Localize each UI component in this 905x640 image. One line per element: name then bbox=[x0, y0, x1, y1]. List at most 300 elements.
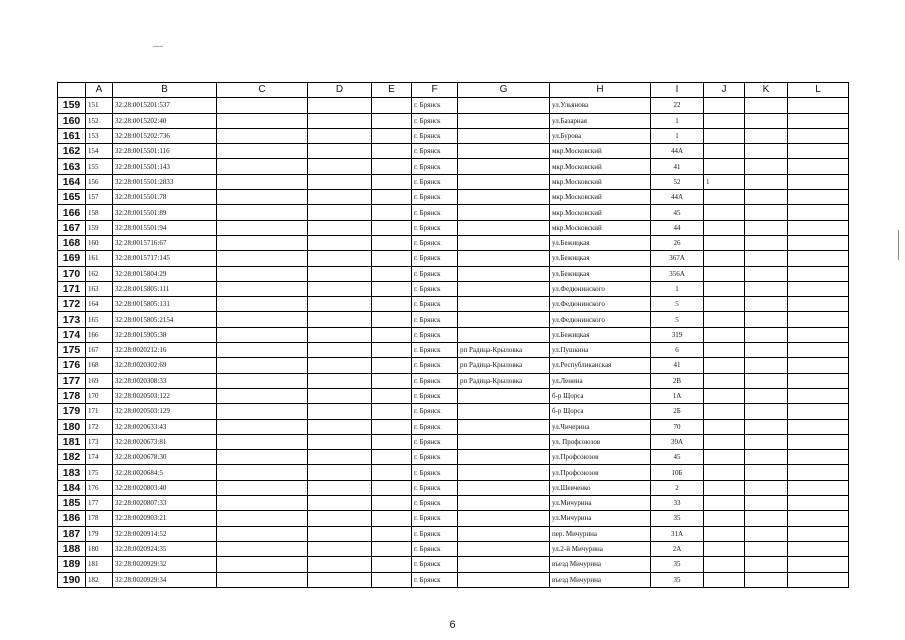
cell-settlement bbox=[458, 465, 550, 480]
cell-city: г. Брянск bbox=[412, 373, 458, 388]
cell-j bbox=[704, 450, 745, 465]
table-row bbox=[58, 297, 849, 312]
cell-j bbox=[704, 419, 745, 434]
cell-k bbox=[745, 235, 788, 250]
cell-street: мкр.Московский bbox=[550, 159, 651, 174]
cell-d bbox=[308, 327, 372, 342]
cell-d bbox=[308, 511, 372, 526]
table-row bbox=[58, 373, 849, 388]
table-row bbox=[58, 557, 849, 572]
cell-j bbox=[704, 128, 745, 143]
cell-city: г. Брянск bbox=[412, 465, 458, 480]
cell-cadastral-number: 32:28:0015805:111 bbox=[113, 281, 217, 296]
cell-house: 2В bbox=[651, 373, 704, 388]
cell-c bbox=[217, 572, 308, 587]
table-row bbox=[58, 480, 849, 495]
cell-index: 159 bbox=[86, 220, 113, 235]
cell-house: 44А bbox=[651, 190, 704, 205]
cell-index: 168 bbox=[86, 358, 113, 373]
cell-settlement: рп Радица-Крыловка bbox=[458, 358, 550, 373]
table-row bbox=[58, 113, 849, 128]
cell-city: г. Брянск bbox=[412, 526, 458, 541]
cell-e bbox=[372, 358, 412, 373]
row-number: 171 bbox=[58, 281, 86, 296]
column-header-j: J bbox=[704, 83, 745, 98]
corner-cell bbox=[58, 83, 86, 98]
cell-house: 367А bbox=[651, 251, 704, 266]
cell-c bbox=[217, 235, 308, 250]
cell-l bbox=[788, 98, 849, 113]
cell-c bbox=[217, 343, 308, 358]
cell-street: ул.Мичурина bbox=[550, 511, 651, 526]
cell-j bbox=[704, 572, 745, 587]
cell-l bbox=[788, 174, 849, 189]
cell-house: 1 bbox=[651, 113, 704, 128]
cell-j bbox=[704, 480, 745, 495]
cell-k bbox=[745, 572, 788, 587]
cell-d bbox=[308, 526, 372, 541]
cell-city: г. Брянск bbox=[412, 251, 458, 266]
table-row bbox=[58, 235, 849, 250]
cell-k bbox=[745, 557, 788, 572]
cell-d bbox=[308, 572, 372, 587]
column-header-i: I bbox=[651, 83, 704, 98]
cell-l bbox=[788, 496, 849, 511]
cell-k bbox=[745, 144, 788, 159]
row-number: 166 bbox=[58, 205, 86, 220]
cell-city: г. Брянск bbox=[412, 297, 458, 312]
cell-d bbox=[308, 434, 372, 449]
cell-l bbox=[788, 419, 849, 434]
cell-street: ул.Бурова bbox=[550, 128, 651, 143]
cell-e bbox=[372, 572, 412, 587]
row-number: 189 bbox=[58, 557, 86, 572]
cell-city: г. Брянск bbox=[412, 327, 458, 342]
cell-settlement bbox=[458, 419, 550, 434]
cell-e bbox=[372, 297, 412, 312]
cell-index: 176 bbox=[86, 480, 113, 495]
cell-l bbox=[788, 343, 849, 358]
cell-settlement bbox=[458, 205, 550, 220]
cell-cadastral-number: 32:28:0020807:33 bbox=[113, 496, 217, 511]
cell-index: 154 bbox=[86, 144, 113, 159]
cell-house: 35 bbox=[651, 511, 704, 526]
cell-j bbox=[704, 235, 745, 250]
row-number: 168 bbox=[58, 235, 86, 250]
cell-j bbox=[704, 327, 745, 342]
cell-e bbox=[372, 98, 412, 113]
cell-d bbox=[308, 388, 372, 403]
cell-l bbox=[788, 373, 849, 388]
cell-l bbox=[788, 572, 849, 587]
cell-j bbox=[704, 434, 745, 449]
cell-cadastral-number: 32:28:0020924:35 bbox=[113, 541, 217, 556]
cell-city: г. Брянск bbox=[412, 434, 458, 449]
cell-c bbox=[217, 159, 308, 174]
cell-cadastral-number: 32:28:0020684:5 bbox=[113, 465, 217, 480]
cell-index: 173 bbox=[86, 434, 113, 449]
cell-c bbox=[217, 174, 308, 189]
row-number: 184 bbox=[58, 480, 86, 495]
cell-j bbox=[704, 220, 745, 235]
row-number: 174 bbox=[58, 327, 86, 342]
cell-house: 39А bbox=[651, 434, 704, 449]
cell-e bbox=[372, 205, 412, 220]
table-row bbox=[58, 128, 849, 143]
table-row bbox=[58, 266, 849, 281]
cell-street: ул.Ульянова bbox=[550, 98, 651, 113]
cell-e bbox=[372, 465, 412, 480]
cell-e bbox=[372, 113, 412, 128]
cell-e bbox=[372, 511, 412, 526]
cell-k bbox=[745, 159, 788, 174]
cell-city: г. Брянск bbox=[412, 480, 458, 495]
cell-cadastral-number: 32:28:0015905:38 bbox=[113, 327, 217, 342]
cell-d bbox=[308, 174, 372, 189]
cell-city: г. Брянск bbox=[412, 496, 458, 511]
cell-index: 167 bbox=[86, 343, 113, 358]
row-number: 169 bbox=[58, 251, 86, 266]
cell-city: г. Брянск bbox=[412, 572, 458, 587]
row-number: 167 bbox=[58, 220, 86, 235]
cell-city: г. Брянск bbox=[412, 220, 458, 235]
cell-house: 6 bbox=[651, 343, 704, 358]
cell-city: г. Брянск bbox=[412, 343, 458, 358]
cell-l bbox=[788, 128, 849, 143]
cell-index: 152 bbox=[86, 113, 113, 128]
cell-k bbox=[745, 404, 788, 419]
table-row bbox=[58, 98, 849, 113]
row-number: 176 bbox=[58, 358, 86, 373]
cell-j bbox=[704, 404, 745, 419]
cell-city: г. Брянск bbox=[412, 159, 458, 174]
cell-index: 156 bbox=[86, 174, 113, 189]
cell-house: 2 bbox=[651, 480, 704, 495]
row-number: 183 bbox=[58, 465, 86, 480]
cell-l bbox=[788, 450, 849, 465]
cell-cadastral-number: 32:28:0020914:52 bbox=[113, 526, 217, 541]
cell-e bbox=[372, 159, 412, 174]
cell-e bbox=[372, 373, 412, 388]
column-header-g: G bbox=[458, 83, 550, 98]
cell-street: ул.Бежицкая bbox=[550, 235, 651, 250]
cell-cadastral-number: 32:28:0015805:2154 bbox=[113, 312, 217, 327]
cell-settlement bbox=[458, 144, 550, 159]
cell-e bbox=[372, 557, 412, 572]
cell-index: 182 bbox=[86, 572, 113, 587]
row-number: 173 bbox=[58, 312, 86, 327]
cell-index: 178 bbox=[86, 511, 113, 526]
column-header-row bbox=[58, 83, 849, 98]
page-number: 6 bbox=[449, 619, 456, 631]
row-number: 187 bbox=[58, 526, 86, 541]
cell-j bbox=[704, 358, 745, 373]
row-number: 190 bbox=[58, 572, 86, 587]
table-row bbox=[58, 541, 849, 556]
cell-settlement bbox=[458, 404, 550, 419]
column-header-h: H bbox=[550, 83, 651, 98]
cell-street: ул.Бежицкая bbox=[550, 251, 651, 266]
cell-j bbox=[704, 343, 745, 358]
cell-k bbox=[745, 266, 788, 281]
cell-k bbox=[745, 281, 788, 296]
cell-d bbox=[308, 419, 372, 434]
cell-street: ул.Федюнинского bbox=[550, 281, 651, 296]
row-number: 164 bbox=[58, 174, 86, 189]
cell-l bbox=[788, 220, 849, 235]
cell-e bbox=[372, 220, 412, 235]
table-row bbox=[58, 174, 849, 189]
cell-cadastral-number: 32:28:0015501:89 bbox=[113, 205, 217, 220]
cell-j bbox=[704, 98, 745, 113]
cell-settlement: рп Радица-Крыловка bbox=[458, 373, 550, 388]
cell-d bbox=[308, 343, 372, 358]
cell-index: 165 bbox=[86, 312, 113, 327]
cell-cadastral-number: 32:28:0020803:40 bbox=[113, 480, 217, 495]
cell-index: 170 bbox=[86, 388, 113, 403]
cell-settlement: рп Радица-Крыловка bbox=[458, 343, 550, 358]
row-number: 162 bbox=[58, 144, 86, 159]
cell-l bbox=[788, 465, 849, 480]
row-number: 188 bbox=[58, 541, 86, 556]
cell-j bbox=[704, 541, 745, 556]
cell-l bbox=[788, 144, 849, 159]
cell-j bbox=[704, 251, 745, 266]
row-number: 179 bbox=[58, 404, 86, 419]
cell-d bbox=[308, 480, 372, 495]
cell-settlement bbox=[458, 434, 550, 449]
cell-e bbox=[372, 480, 412, 495]
cell-cadastral-number: 32:28:0020503:122 bbox=[113, 388, 217, 403]
cell-street: мкр.Московский bbox=[550, 220, 651, 235]
cell-k bbox=[745, 496, 788, 511]
cell-street: ул.Федюнинского bbox=[550, 297, 651, 312]
cell-house: 45 bbox=[651, 205, 704, 220]
cell-settlement bbox=[458, 327, 550, 342]
cell-city: г. Брянск bbox=[412, 128, 458, 143]
row-number: 178 bbox=[58, 388, 86, 403]
cell-d bbox=[308, 404, 372, 419]
cell-city: г. Брянск bbox=[412, 144, 458, 159]
column-header-f: F bbox=[412, 83, 458, 98]
cell-cadastral-number: 32:28:0020302:69 bbox=[113, 358, 217, 373]
cell-city: г. Брянск bbox=[412, 404, 458, 419]
cell-city: г. Брянск bbox=[412, 419, 458, 434]
column-header-l: L bbox=[788, 83, 849, 98]
cell-d bbox=[308, 557, 372, 572]
cell-house: 70 bbox=[651, 419, 704, 434]
cell-e bbox=[372, 404, 412, 419]
cell-house: 44 bbox=[651, 220, 704, 235]
cell-house: 1 bbox=[651, 281, 704, 296]
cell-l bbox=[788, 404, 849, 419]
cell-cadastral-number: 32:28:0015805:131 bbox=[113, 297, 217, 312]
cell-city: г. Брянск bbox=[412, 235, 458, 250]
cell-c bbox=[217, 220, 308, 235]
cell-c bbox=[217, 327, 308, 342]
row-number: 172 bbox=[58, 297, 86, 312]
cell-e bbox=[372, 312, 412, 327]
table-row bbox=[58, 312, 849, 327]
cell-c bbox=[217, 144, 308, 159]
cell-settlement bbox=[458, 128, 550, 143]
cell-c bbox=[217, 434, 308, 449]
cell-city: г. Брянск bbox=[412, 281, 458, 296]
cell-k bbox=[745, 205, 788, 220]
cell-street: ул.Чичерина bbox=[550, 419, 651, 434]
cell-d bbox=[308, 297, 372, 312]
cell-c bbox=[217, 541, 308, 556]
cell-street: ул.Бежицкая bbox=[550, 327, 651, 342]
cell-j bbox=[704, 373, 745, 388]
cell-e bbox=[372, 343, 412, 358]
cell-d bbox=[308, 312, 372, 327]
table-row bbox=[58, 343, 849, 358]
cell-d bbox=[308, 98, 372, 113]
cell-d bbox=[308, 220, 372, 235]
cell-k bbox=[745, 343, 788, 358]
cell-house: 31А bbox=[651, 526, 704, 541]
cell-d bbox=[308, 358, 372, 373]
cell-e bbox=[372, 526, 412, 541]
cell-k bbox=[745, 128, 788, 143]
table-row bbox=[58, 496, 849, 511]
cell-city: г. Брянск bbox=[412, 98, 458, 113]
cell-l bbox=[788, 541, 849, 556]
row-number: 181 bbox=[58, 434, 86, 449]
cell-j bbox=[704, 511, 745, 526]
cell-index: 158 bbox=[86, 205, 113, 220]
cell-e bbox=[372, 266, 412, 281]
cell-l bbox=[788, 297, 849, 312]
cell-d bbox=[308, 128, 372, 143]
row-number: 160 bbox=[58, 113, 86, 128]
cell-cadastral-number: 32:28:0020212:16 bbox=[113, 343, 217, 358]
cell-city: г. Брянск bbox=[412, 541, 458, 556]
cell-settlement bbox=[458, 98, 550, 113]
cell-j bbox=[704, 144, 745, 159]
cell-house: 319 bbox=[651, 327, 704, 342]
cell-cadastral-number: 32:28:0020503:129 bbox=[113, 404, 217, 419]
cell-k bbox=[745, 312, 788, 327]
cell-house: 356А bbox=[651, 266, 704, 281]
cell-k bbox=[745, 373, 788, 388]
table-row bbox=[58, 190, 849, 205]
cell-d bbox=[308, 541, 372, 556]
cell-k bbox=[745, 98, 788, 113]
cell-d bbox=[308, 251, 372, 266]
cell-cadastral-number: 32:28:0015717:145 bbox=[113, 251, 217, 266]
cell-house: 22 bbox=[651, 98, 704, 113]
row-number: 186 bbox=[58, 511, 86, 526]
cell-c bbox=[217, 373, 308, 388]
cell-city: г. Брянск bbox=[412, 312, 458, 327]
cell-street: ул.Профсоюзов bbox=[550, 465, 651, 480]
cell-house: 1А bbox=[651, 388, 704, 403]
cell-settlement bbox=[458, 235, 550, 250]
cell-settlement bbox=[458, 312, 550, 327]
cell-house: 41 bbox=[651, 358, 704, 373]
table-body bbox=[58, 98, 849, 588]
cell-j bbox=[704, 465, 745, 480]
cell-cadastral-number: 32:28:0015501:78 bbox=[113, 190, 217, 205]
cell-settlement bbox=[458, 281, 550, 296]
table-row bbox=[58, 572, 849, 587]
cell-k bbox=[745, 465, 788, 480]
row-number: 177 bbox=[58, 373, 86, 388]
cell-street: ул.Мичурина bbox=[550, 496, 651, 511]
cell-index: 155 bbox=[86, 159, 113, 174]
cell-street: въезд Мичурина bbox=[550, 572, 651, 587]
cell-cadastral-number: 32:28:0020678:30 bbox=[113, 450, 217, 465]
cell-k bbox=[745, 297, 788, 312]
cell-street: ул.Ленина bbox=[550, 373, 651, 388]
cell-e bbox=[372, 496, 412, 511]
row-number: 165 bbox=[58, 190, 86, 205]
cell-index: 157 bbox=[86, 190, 113, 205]
cell-settlement bbox=[458, 190, 550, 205]
cell-l bbox=[788, 312, 849, 327]
cell-index: 180 bbox=[86, 541, 113, 556]
cell-c bbox=[217, 450, 308, 465]
cell-street: мкр.Московский bbox=[550, 174, 651, 189]
cell-j bbox=[704, 159, 745, 174]
cell-e bbox=[372, 128, 412, 143]
cell-index: 166 bbox=[86, 327, 113, 342]
cell-street: ул.Пушкина bbox=[550, 343, 651, 358]
cell-index: 174 bbox=[86, 450, 113, 465]
cell-c bbox=[217, 113, 308, 128]
cell-settlement bbox=[458, 174, 550, 189]
cell-j bbox=[704, 526, 745, 541]
cell-settlement bbox=[458, 526, 550, 541]
cell-cadastral-number: 32:28:0015804:29 bbox=[113, 266, 217, 281]
cell-house: 2Б bbox=[651, 404, 704, 419]
cell-j bbox=[704, 297, 745, 312]
cell-street: въезд Мичурина bbox=[550, 557, 651, 572]
cell-index: 175 bbox=[86, 465, 113, 480]
cell-house: 5 bbox=[651, 312, 704, 327]
table-row bbox=[58, 526, 849, 541]
cell-d bbox=[308, 496, 372, 511]
row-number: 159 bbox=[58, 98, 86, 113]
cell-d bbox=[308, 373, 372, 388]
cell-e bbox=[372, 174, 412, 189]
table-row bbox=[58, 419, 849, 434]
cell-city: г. Брянск bbox=[412, 174, 458, 189]
cell-settlement bbox=[458, 388, 550, 403]
cell-settlement bbox=[458, 557, 550, 572]
cell-index: 163 bbox=[86, 281, 113, 296]
cell-house: 41 bbox=[651, 159, 704, 174]
row-number: 185 bbox=[58, 496, 86, 511]
cell-j bbox=[704, 113, 745, 128]
cell-k bbox=[745, 358, 788, 373]
cell-index: 181 bbox=[86, 557, 113, 572]
cell-k bbox=[745, 190, 788, 205]
cell-d bbox=[308, 266, 372, 281]
cell-k bbox=[745, 511, 788, 526]
row-number: 161 bbox=[58, 128, 86, 143]
cell-settlement bbox=[458, 251, 550, 266]
column-header-d: D bbox=[308, 83, 372, 98]
cell-j bbox=[704, 496, 745, 511]
cell-l bbox=[788, 190, 849, 205]
cell-street: ул.Федюнинского bbox=[550, 312, 651, 327]
cell-cadastral-number: 32:28:0020308:33 bbox=[113, 373, 217, 388]
cell-c bbox=[217, 511, 308, 526]
cell-c bbox=[217, 190, 308, 205]
